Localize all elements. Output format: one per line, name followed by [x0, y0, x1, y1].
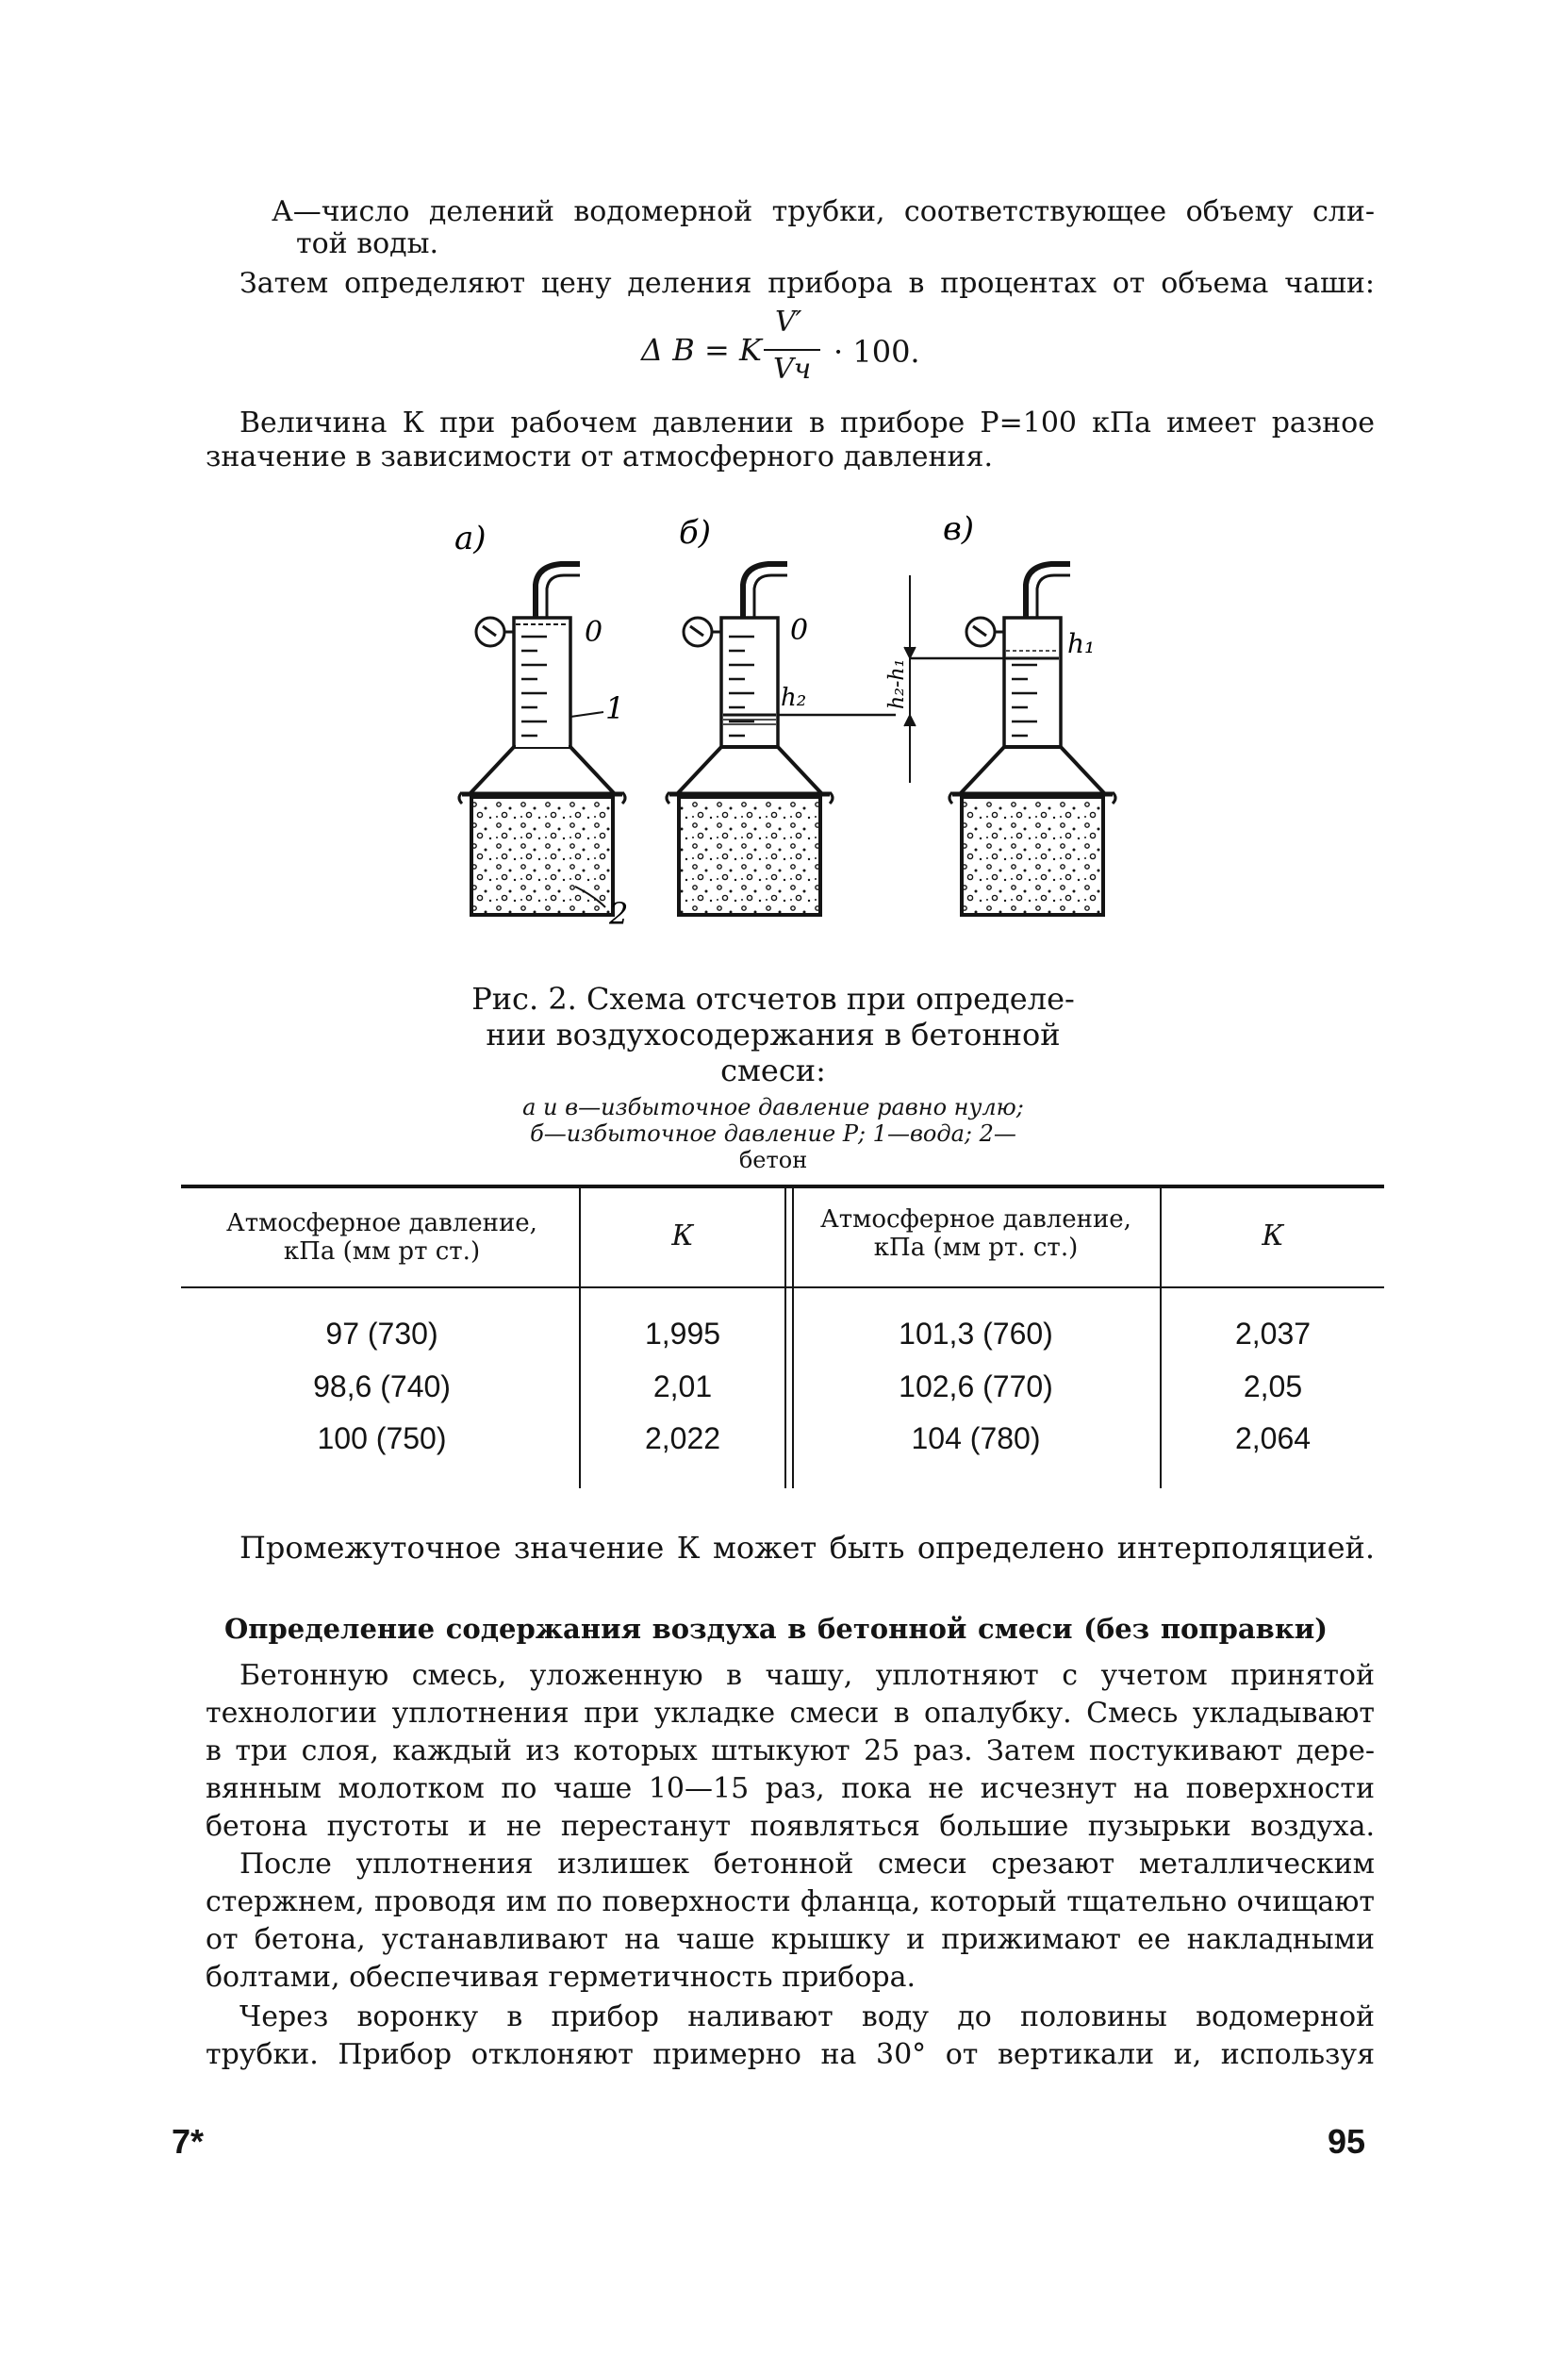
figure-label-v: в): [943, 510, 975, 548]
paragraph-line: той воды.: [296, 227, 439, 260]
mark-h1: h₁: [1067, 628, 1096, 659]
table-cell: 2,064: [1234, 1421, 1312, 1455]
caption-line: нии воздухосодержания в бетонной: [486, 1017, 1061, 1053]
table-cell: 101,3 (760): [899, 1317, 1053, 1351]
paragraph-line: Величина К при рабочем давлении в приборе Р=100 кПа имеет разное: [239, 406, 1375, 439]
figure-air-content-scheme: [396, 509, 1131, 981]
body-line: стержнем, проводя им по поверхности фланца, который тщательно очищают: [206, 1885, 1375, 1918]
body-line: технологии уплотнения при укладке смеси в опалубку. Смесь укладывают: [206, 1697, 1375, 1730]
table-cell: 97 (730): [325, 1317, 438, 1351]
legend-line: б—избыточное давление Р; 1—вода; 2—: [530, 1120, 1016, 1147]
table-header-rule: [181, 1286, 1384, 1288]
table-header: К: [671, 1219, 694, 1252]
mark-0-b: 0: [790, 614, 809, 647]
device-c: [904, 564, 1115, 915]
figure-legend: [424, 1094, 1122, 1173]
caption-line: Рис. 2. Схема отсчетов при определе-: [471, 981, 1075, 1017]
formula-tail: · 100.: [834, 334, 920, 370]
caption-line: смеси:: [720, 1053, 826, 1088]
body-line: вянным молотком по чаше 10—15 раз, пока не исчезнут на поверхности: [206, 1772, 1375, 1805]
table-header: Атмосферное давление, кПа (мм рт ст.): [226, 1209, 537, 1266]
table-cell: 102,6 (770): [899, 1369, 1053, 1403]
body-line: трубки. Прибор отклоняют примерно на 30° от вертикали и, используя: [206, 2038, 1375, 2071]
table-cell: 2,01: [652, 1369, 713, 1403]
table-cell: 2,037: [1234, 1317, 1312, 1351]
body-line: в три слоя, каждый из которых штыкуют 25 раз. Затем постукивают дере-: [206, 1734, 1375, 1767]
mark-1: 1: [605, 690, 625, 726]
table-cell: 2,05: [1243, 1369, 1303, 1403]
table-cell: 2,022: [644, 1421, 721, 1455]
mark-2: 2: [609, 896, 629, 932]
table-header: К: [1262, 1219, 1284, 1252]
paragraph-line: А—число делений водомерной трубки, соответствующее объему сли-: [272, 195, 1375, 228]
mark-h2-minus-h1: h₂-h₁: [885, 658, 909, 709]
table-col-rule: [784, 1188, 786, 1488]
formula-fraction-bar: [764, 349, 820, 351]
paragraph-line: Затем определяют цену деления прибора в процентах от объема чаши:: [239, 267, 1375, 300]
body-line: После уплотнения излишек бетонной смеси срезают металлическим: [239, 1848, 1375, 1881]
paragraph-line: Промежуточное значение К может быть определено интерполяцией.: [239, 1530, 1375, 1566]
table-header: Атмосферное давление, кПа (мм рт. ст.): [820, 1205, 1131, 1262]
table-cell: 104 (780): [911, 1421, 1041, 1455]
body-line: болтами, обеспечивая герметичность прибора.: [206, 1961, 916, 1994]
formula-numerator: V′: [775, 306, 802, 339]
mark-0-a: 0: [585, 616, 603, 649]
section-heading: Определение содержания воздуха в бетонной смеси (без поправки): [224, 1613, 1328, 1645]
table-top-rule: [181, 1185, 1384, 1188]
paragraph-line: значение в зависимости от атмосферного давления.: [206, 440, 993, 473]
figure-caption: [443, 981, 1103, 1088]
legend-line: бетон: [738, 1147, 808, 1173]
legend-line: а и в—избыточное давление равно нулю;: [522, 1094, 1024, 1120]
formula-denominator: Vч: [773, 353, 812, 386]
body-line: Бетонную смесь, уложенную в чашу, уплотняют с учетом принятой: [239, 1659, 1375, 1692]
table-cell: 98,6 (740): [313, 1369, 451, 1403]
table-cell: 1,995: [644, 1317, 721, 1351]
device-b: [667, 564, 896, 915]
page-number: 95: [1328, 2122, 1366, 2161]
signature-mark: 7*: [172, 2122, 205, 2161]
formula-lhs: Δ B = K: [641, 332, 762, 368]
figure-label-a: а): [454, 520, 487, 557]
mark-h2: h₂: [781, 684, 807, 712]
figure-label-b: б): [679, 514, 712, 552]
body-line: бетона пустоты и не перестанут появляться большие пузырьки воздуха.: [206, 1810, 1375, 1843]
table-col-rule: [792, 1188, 794, 1488]
body-line: Через воронку в прибор наливают воду до половины водомерной: [239, 2000, 1375, 2033]
table-cell: 100 (750): [317, 1421, 447, 1455]
body-line: от бетона, устанавливают на чаше крышку и прижимают ее накладными: [206, 1923, 1375, 1956]
